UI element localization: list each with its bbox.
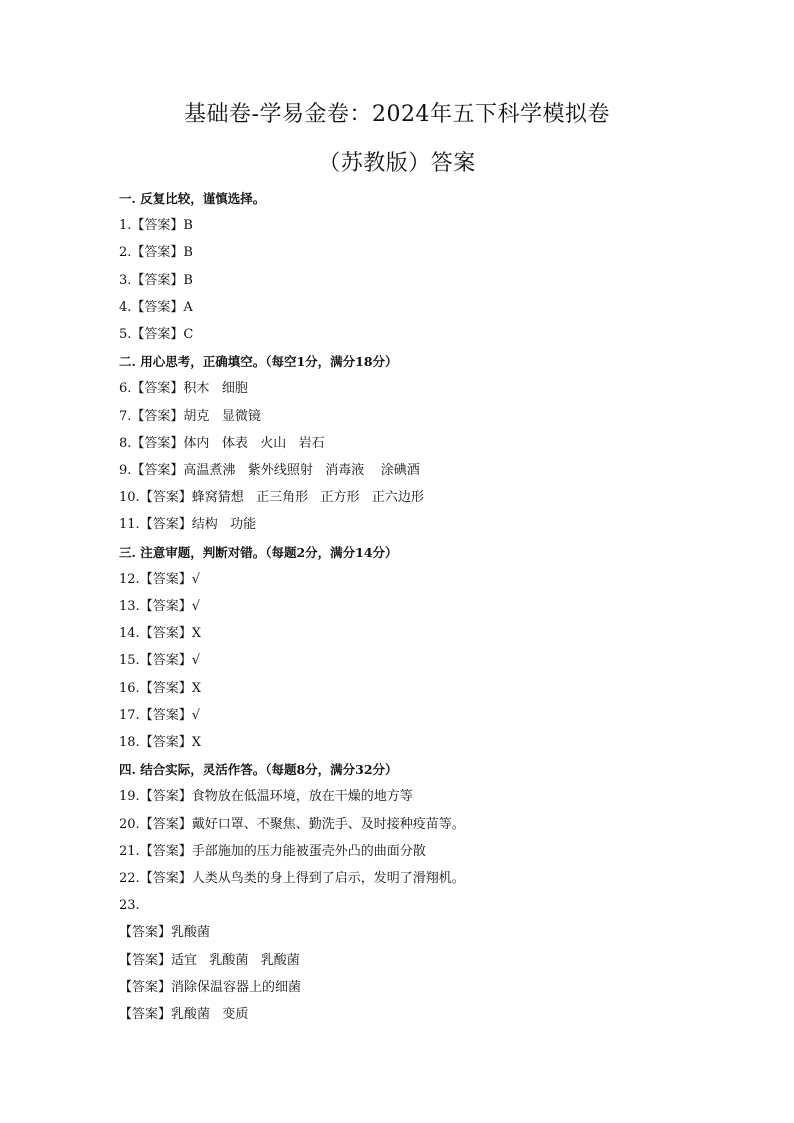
answer-row <box>119 380 719 398</box>
answer-label: 【答案】 <box>139 517 192 533</box>
question-number: 19. <box>119 789 140 805</box>
answer-row <box>119 625 719 643</box>
answer-value: 体内 体表 火山 岩石 <box>183 435 325 451</box>
answer-label: 【答案】 <box>139 653 192 669</box>
section-heading: 三. 注意审题，判断对错。（每题2分，满分14分） <box>119 544 398 560</box>
answer-value: 消除保温容器上的细菌 <box>171 979 302 995</box>
question-number: 7. <box>119 408 132 424</box>
question-number: 6. <box>119 381 132 397</box>
answer-row <box>119 217 719 235</box>
answer-label: 【答案】 <box>131 272 184 288</box>
question-number: 4. <box>119 299 132 315</box>
answer-value: B <box>183 272 193 288</box>
sub-answer-row <box>119 1006 719 1024</box>
answer-label: 【答案】 <box>139 735 192 750</box>
answer-row <box>119 489 719 507</box>
answer-label: 【答案】 <box>131 218 184 234</box>
answer-label: 【答案】 <box>139 680 192 696</box>
answer-label: 【答案】 <box>139 789 192 805</box>
answer-value: 结构 功能 <box>191 517 257 533</box>
answer-value: C <box>183 327 194 342</box>
section-heading: 四. 结合实际，灵活作答。（每题8分，满分32分） <box>119 762 398 778</box>
answer-row <box>119 326 719 344</box>
answer-row <box>119 680 719 698</box>
answer-row <box>119 816 719 834</box>
question-number: 9. <box>119 463 132 478</box>
answer-row <box>119 462 719 480</box>
answer-value: 积木 细胞 <box>183 381 248 397</box>
section-heading: 二. 用心思考，正确填空。（每空1分，满分18分） <box>119 354 398 370</box>
sub-answer-row <box>119 952 719 970</box>
question-number: 11. <box>119 517 140 533</box>
answer-row <box>119 272 719 290</box>
answer-label: 【答案】 <box>139 707 192 723</box>
answer-value: 胡克 显微镜 <box>183 408 261 424</box>
answer-row <box>119 734 719 752</box>
answer-value: √ <box>191 571 200 587</box>
answer-row <box>119 870 719 888</box>
answer-row <box>119 843 719 861</box>
answer-label: 【答案】 <box>139 843 192 859</box>
answer-value: 人类从鸟类的身上得到了启示，发明了滑翔机。 <box>191 871 465 886</box>
answer-label: 【答案】 <box>139 571 192 587</box>
section-heading: 一. 反复比较，谨慎选择。 <box>119 191 266 206</box>
question-number: 3. <box>119 272 132 288</box>
question-number: 21. <box>119 843 140 859</box>
answer-value: 蜂窝猜想 正三角形 正方形 正六边形 <box>191 490 424 506</box>
answer-label: 【答案】 <box>131 245 184 261</box>
answer-row <box>119 707 719 725</box>
question-23-number: 23. <box>119 898 140 914</box>
question-number: 1. <box>119 218 132 234</box>
answer-label: 【答案】 <box>131 327 184 342</box>
answer-value: X <box>191 626 201 642</box>
answer-label: 【答案】 <box>131 381 184 397</box>
answer-label: 【答案】 <box>131 299 184 315</box>
answer-value: X <box>191 735 201 750</box>
question-number: 8. <box>119 435 132 451</box>
answer-value: 高温煮沸 紫外线照射 消毒液 涂碘酒 <box>183 463 420 478</box>
answer-label: 【答案】 <box>119 952 172 968</box>
sub-answer-row <box>119 924 719 942</box>
sub-answer-row <box>119 979 719 997</box>
answer-label: 【答案】 <box>139 871 192 886</box>
answer-value: 乳酸菌 变质 <box>171 1007 249 1022</box>
document-subtitle: （苏教版）答案 <box>318 151 476 176</box>
answer-row <box>119 516 719 534</box>
answer-label: 【答案】 <box>139 626 192 642</box>
question-number: 5. <box>119 327 132 342</box>
answer-row <box>119 571 719 589</box>
answer-label: 【答案】 <box>119 925 172 941</box>
answer-label: 【答案】 <box>131 463 184 478</box>
answer-value: B <box>183 218 193 234</box>
question-number: 12. <box>119 571 140 587</box>
question-number: 13. <box>119 599 140 614</box>
answer-value: 戴好口罩、不聚焦、勤洗手、及时接种疫苗等。 <box>191 816 465 832</box>
document-title: 基础卷-学易金卷：2024年五下科学模拟卷 <box>184 102 610 127</box>
answer-label: 【答案】 <box>131 408 184 424</box>
answer-label: 【答案】 <box>119 1007 172 1022</box>
question-number: 17. <box>119 707 140 723</box>
answer-row <box>119 408 719 426</box>
answer-value: X <box>191 680 201 696</box>
question-number: 18. <box>119 735 140 750</box>
answer-label: 【答案】 <box>131 435 184 451</box>
question-number: 10. <box>119 490 140 506</box>
answer-value: 乳酸菌 <box>171 925 211 941</box>
answer-value: 适宜 乳酸菌 乳酸菌 <box>171 952 300 968</box>
answer-value: B <box>183 245 193 261</box>
answer-value: 食物放在低温环境，放在干燥的地方等 <box>191 789 413 805</box>
answer-label: 【答案】 <box>139 816 192 832</box>
answer-value: √ <box>191 653 200 669</box>
answer-value: 手部施加的压力能被蛋壳外凸的曲面分散 <box>191 843 426 859</box>
answer-row <box>119 299 719 317</box>
question-number: 20. <box>119 816 140 832</box>
question-number: 15. <box>119 653 140 669</box>
answer-row <box>119 435 719 453</box>
question-number: 2. <box>119 245 132 261</box>
answer-label: 【答案】 <box>139 490 192 506</box>
question-number: 16. <box>119 680 140 696</box>
answer-row <box>119 244 719 262</box>
answer-value: √ <box>191 599 200 614</box>
question-number: 14. <box>119 626 140 642</box>
answer-row <box>119 788 719 806</box>
answer-value: A <box>183 299 193 315</box>
question-number: 22. <box>119 871 140 886</box>
answer-row <box>119 598 719 616</box>
answer-label: 【答案】 <box>119 979 172 995</box>
answer-label: 【答案】 <box>139 599 192 614</box>
answer-value: √ <box>191 707 200 723</box>
answer-row <box>119 652 719 670</box>
